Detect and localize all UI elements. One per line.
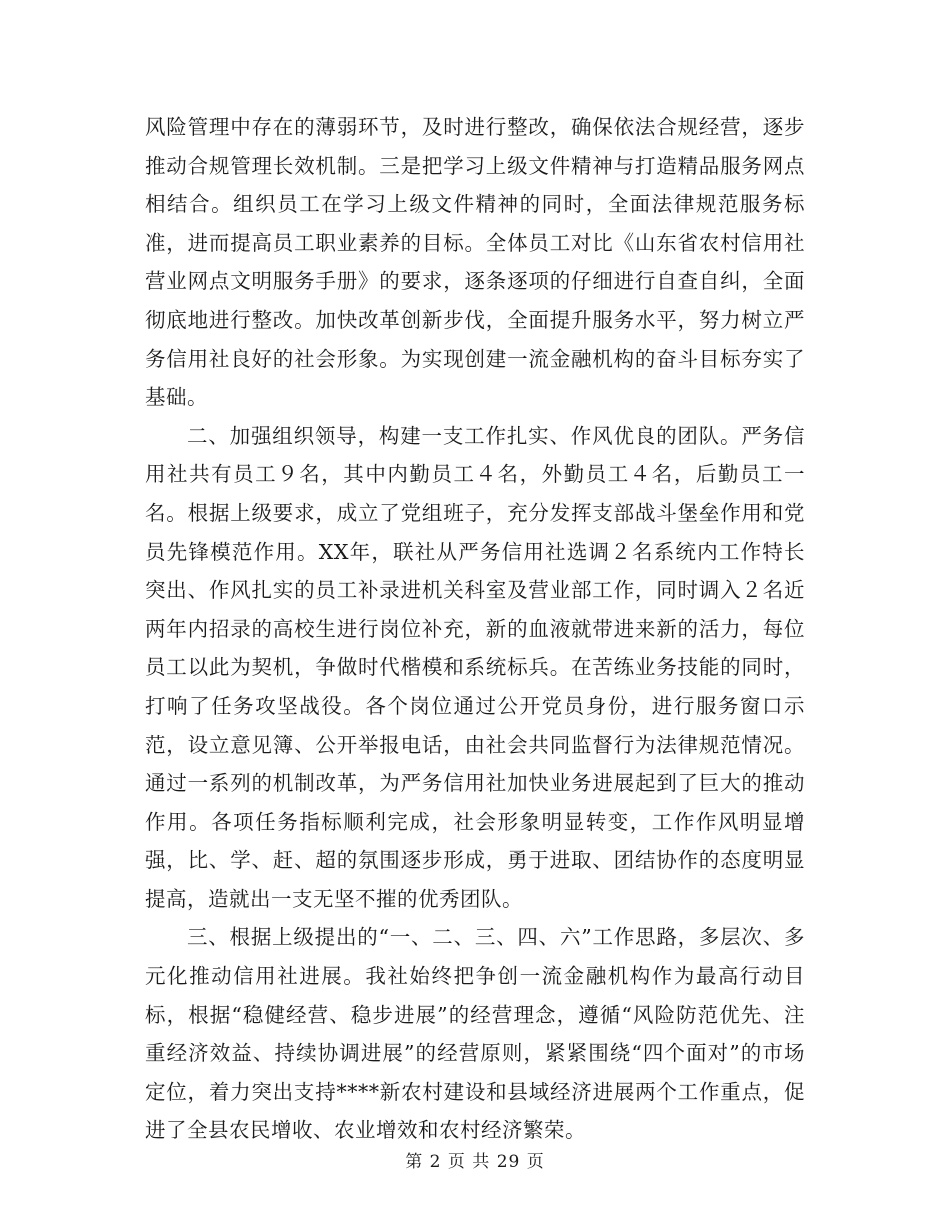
document-body xyxy=(145,108,805,1150)
paragraph-section-two: 二、加强组织领导，构建一支工作扎实、作风优良的团队。严务信用社共有员工９名，其中内勤员工４名，外勤员工４名，后勤员工一名。根据上级要求，成立了党组班子，充分发挥支部战斗堡垒作用和党员先锋模范作用。XX年，联社从严务信用社选调２名系统内工作特长突出、作风扎实的员工补录进机关科室及营业部工作，同时调入２名近两年内招录的高校生进行岗位补充，新的血液就带进来新的活力，每位员工以此为契机，争做时代楷模和系统标兵。在苦练业务技能的同时，打响了任务攻坚战役。各个岗位通过公开党员身份，进行服务窗口示范，设立意见簿、公开举报电话，由社会共同监督行为法律规范情况。通过一系列的机制改革，为严务信用社加快业务进展起到了巨大的推动作用。各项任务指标顺利完成，社会形象明显转变，工作作风明显增强，比、学、赶、超的氛围逐步形成，勇于进取、团结协作的态度明显提高，造就出一支无坚不摧的优秀团队。 xyxy=(145,423,805,911)
page-number-footer: 第 2 页 共 29 页 xyxy=(405,1152,545,1172)
paragraph-section-three: 三、根据上级提出的“一、二、三、四、六”工作思路，多层次、多元化推动信用社进展。我社始终把争创一流金融机构作为最高行动目标，根据“稳健经营、稳步进展”的经营理念，遵循“风险防范优先、注重经济效益、持续协调进展”的经营原则，紧紧围绕“四个面对”的市场定位，着力突出支持****新农村建设和县域经济进展两个工作重点，促进了全县农民增收、农业增效和农村经济繁荣。 xyxy=(145,925,805,1143)
paragraph-continuation: 风险管理中存在的薄弱环节，及时进行整改，确保依法合规经营，逐步推动合规管理长效机制。三是把学习上级文件精神与打造精品服务网点相结合。组织员工在学习上级文件精神的同时，全面法律规范服务标准，进而提高员工职业素养的目标。全体员工对比《山东省农村信用社营业网点文明服务手册》的要求，逐条逐项的仔细进行自查自纠，全面彻底地进行整改。加快改革创新步伐，全面提升服务水平，努力树立严务信用社良好的社会形象。为实现创建一流金融机构的奋斗目标夯实了基础。 xyxy=(145,115,805,410)
